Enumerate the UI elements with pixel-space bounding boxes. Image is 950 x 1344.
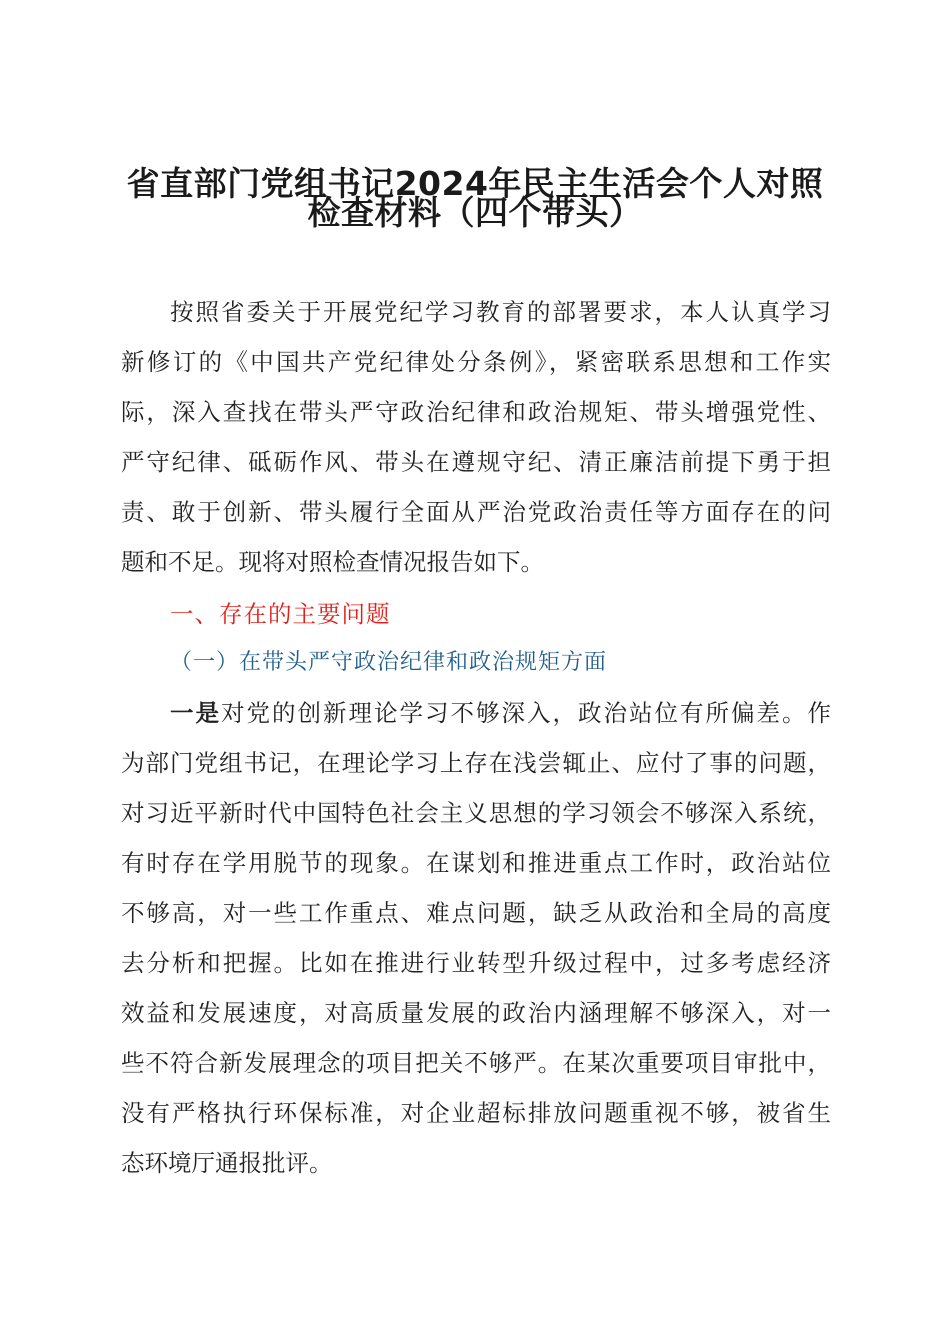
paragraph-first-line <box>170 696 831 730</box>
paragraph-line: 些不符合新发展理念的项目把关不够严。在某次重要项目审批中， <box>121 1049 831 1077</box>
paragraph-line: 对习近平新时代中国特色社会主义思想的学习领会不够深入系统， <box>121 799 831 827</box>
paragraph-line: 为部门党组书记，在理论学习上存在浅尝辄止、应付了事的问题， <box>121 749 831 777</box>
intro-line: 严守纪律、砥砺作风、带头在遵规守纪、清正廉洁前提下勇于担 <box>121 448 831 476</box>
paragraph-line: 不够高，对一些工作重点、难点问题，缺乏从政治和全局的高度 <box>121 899 831 927</box>
intro-line: 按照省委关于开展党纪学习教育的部署要求，本人认真学习 <box>170 298 831 326</box>
paragraph-first-line-text: 对党的创新理论学习不够深入，政治站位有所偏差。作 <box>221 699 831 727</box>
section-heading: 一、存在的主要问题 <box>170 600 391 628</box>
paragraph-lead: 一是 <box>170 699 221 727</box>
paragraph-line: 有时存在学用脱节的现象。在谋划和推进重点工作时，政治站位 <box>121 849 831 877</box>
intro-line: 新修订的《中国共产党纪律处分条例》，紧密联系思想和工作实 <box>121 348 831 376</box>
paragraph-line: 去分析和把握。比如在推进行业转型升级过程中，过多考虑经济 <box>121 949 831 977</box>
intro-line: 责、敢于创新、带头履行全面从严治党政治责任等方面存在的问 <box>121 498 831 526</box>
paragraph-line: 没有严格执行环保标准，对企业超标排放问题重视不够，被省生 <box>121 1099 831 1127</box>
document-title-line-1: 省直部门党组书记2024年民主生活会个人对照 <box>126 164 824 203</box>
intro-line: 际，深入查找在带头严守政治纪律和政治规矩、带头增强党性、 <box>121 398 831 426</box>
paragraph-line: 态环境厅通报批评。 <box>121 1149 333 1177</box>
subsection-heading: （一）在带头严守政治纪律和政治规矩方面 <box>170 650 608 675</box>
intro-line: 题和不足。现将对照检查情况报告如下。 <box>121 548 544 576</box>
document-title-line-2: 检查材料（四个带头） <box>307 193 643 232</box>
paragraph-line: 效益和发展速度，对高质量发展的政治内涵理解不够深入，对一 <box>121 999 831 1027</box>
